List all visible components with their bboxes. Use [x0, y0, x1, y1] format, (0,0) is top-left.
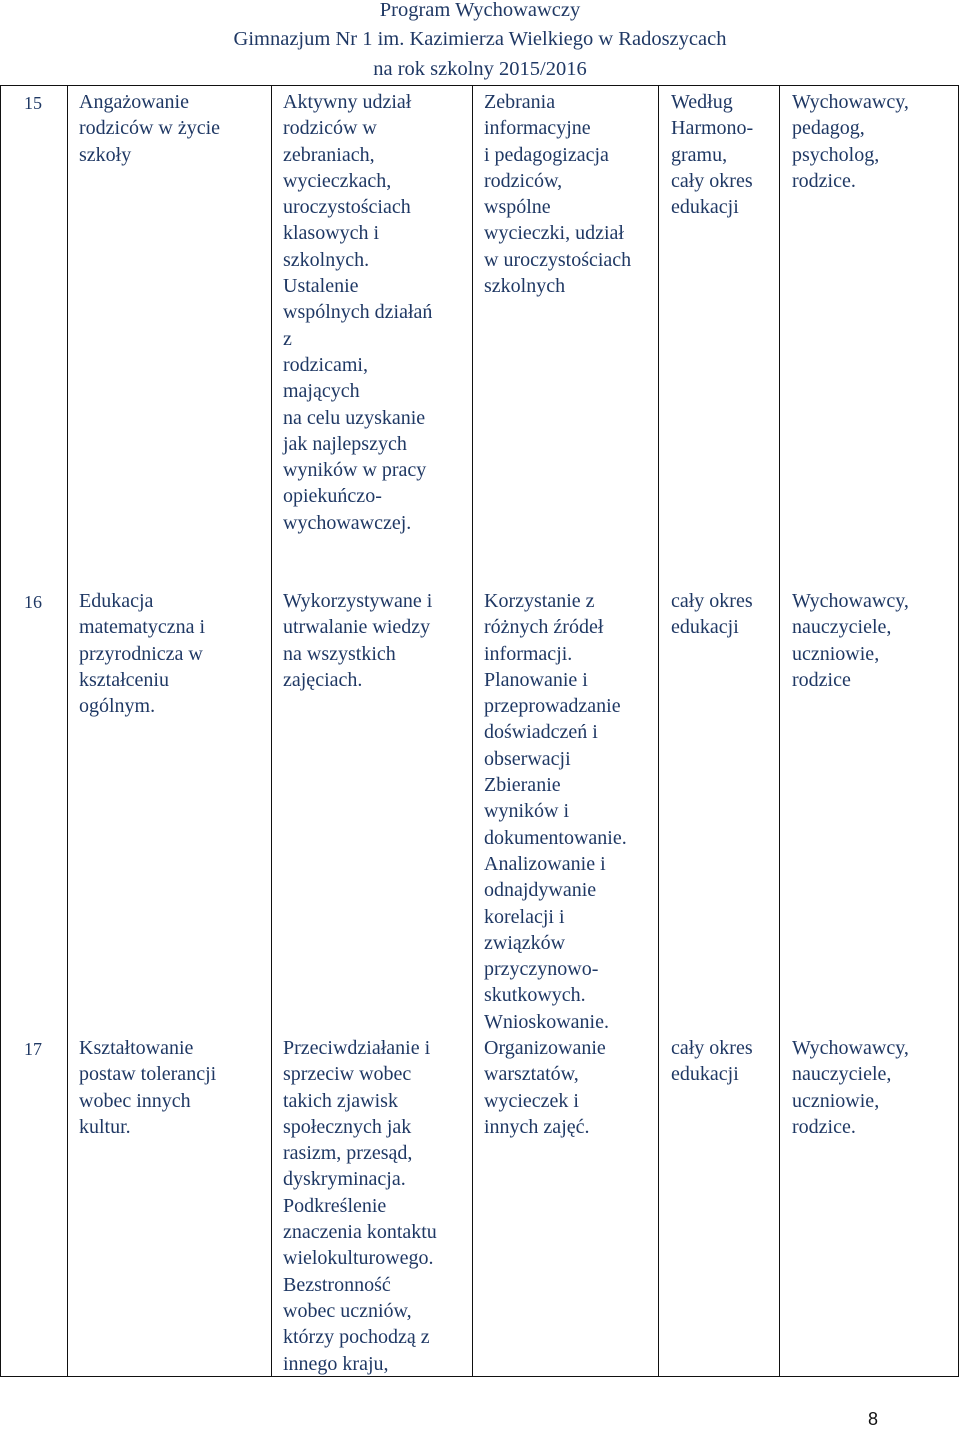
timeframe-cell: cały okres edukacji [671, 590, 753, 639]
row-number: 16 [24, 592, 42, 612]
page-number: 8 [868, 1409, 879, 1429]
timeframe-cell: Według Harmono- gramu, cały okres edukacji [671, 91, 754, 219]
methods-cell: Organizowanie warsztatów, wycieczek i innych zajęć. [484, 1037, 606, 1138]
goals-cell: Aktywny udział rodziców w zebraniach, wycieczkach, uroczystościach klasowych i szkolnych. Ustalenie wspólnych działań z rodzicami, mających na celu uzyskanie jak najlepszych wyników w pracy opiekuńczo- wychowawczej. [283, 91, 433, 534]
goals-cell: Wykorzystywane i utrwalanie wiedzy na wszystkich zajęciach. [283, 590, 433, 691]
document-title: Program Wychowawczy [379, 0, 581, 21]
timeframe-cell: cały okres edukacji [671, 1037, 753, 1086]
responsible-cell: Wychowawcy, nauczyciele, uczniowie, rodzice. [792, 1037, 909, 1138]
school-year: na rok szkolny 2015/2016 [373, 58, 587, 80]
responsible-cell: Wychowawcy, nauczyciele, uczniowie, rodzice [792, 590, 909, 691]
topic-cell: Kształtowanie postaw tolerancji wobec innych kultur. [79, 1037, 217, 1138]
goals-cell: Przeciwdziałanie i sprzeciw wobec takich zjawisk społecznych jak rasizm, przesąd, dyskryminacja. Podkreślenie znaczenia kontaktu wielokulturowego. Bezstronność wobec uczniów, którzy pochodzą z innego kraju, [283, 1037, 437, 1375]
row-number: 17 [24, 1039, 42, 1059]
row-number: 15 [24, 93, 42, 113]
methods-cell: Korzystanie z różnych źródeł informacji. Planowanie i przeprowadzanie doświadczeń i obserwacji Zbieranie wyników i dokumentowanie. Analizowanie i odnajdywanie korelacji i związków przyczynowo- skutkowych. Wnioskowanie. [484, 590, 627, 1033]
responsible-cell: Wychowawcy, pedagog, psycholog, rodzice. [792, 91, 909, 192]
topic-cell: Edukacja matematyczna i przyrodnicza w kształceniu ogólnym. [79, 590, 206, 718]
methods-cell: Zebrania informacyjne i pedagogizacja rodziców, wspólne wycieczki, udział w uroczystościach szkolnych [484, 91, 632, 298]
topic-cell: Angażowanie rodziców w życie szkoły [79, 91, 221, 166]
school-name: Gimnazjum Nr 1 im. Kazimierza Wielkiego w Radoszycach [233, 28, 727, 50]
